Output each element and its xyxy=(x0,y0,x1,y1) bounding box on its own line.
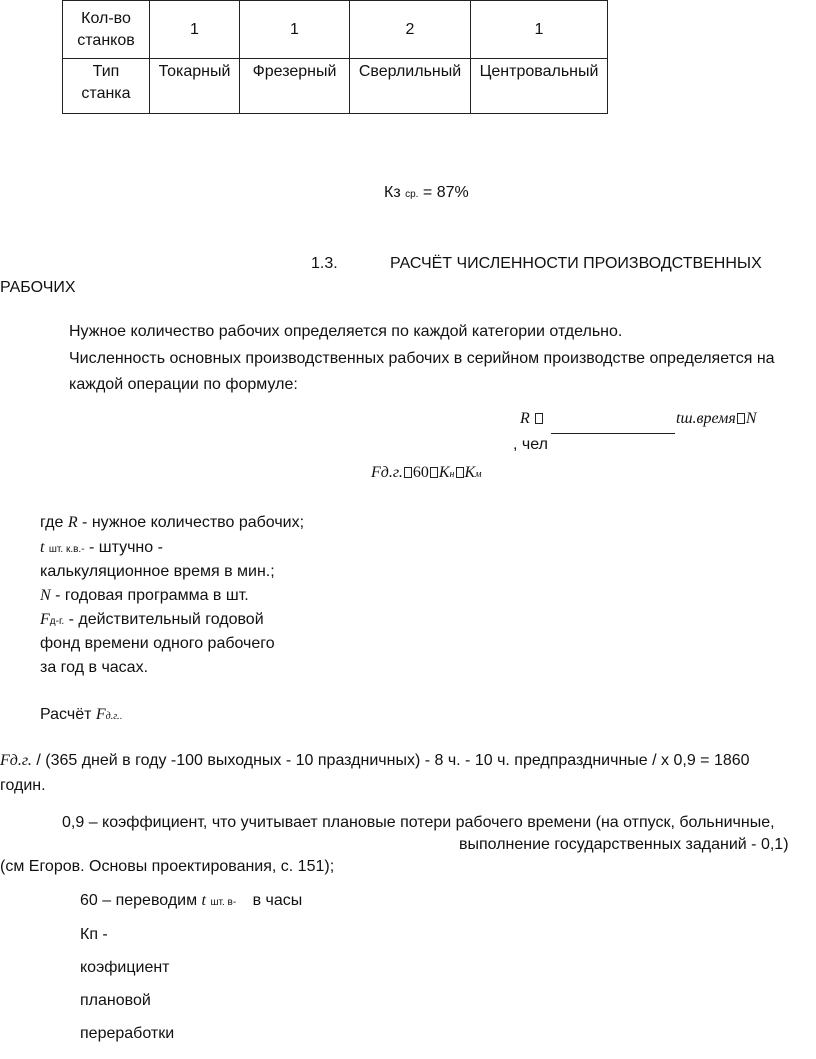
calc-equation xyxy=(0,752,750,770)
sixty-note-pre: 60 – переводим xyxy=(80,892,198,909)
kp-line-4: переработки xyxy=(80,1025,175,1042)
legend-line-5 xyxy=(40,611,264,629)
legend-r-text: - нужное количество рабочих; xyxy=(77,514,305,531)
formula-kn-sub: н xyxy=(449,469,455,480)
sixty-note-post: в часы xyxy=(252,892,303,909)
missing-glyph-icon xyxy=(456,467,464,478)
kp-line-2: коэфициент xyxy=(80,959,170,976)
formula-km: К xyxy=(464,464,476,481)
table-cell: Центровальный xyxy=(471,59,608,114)
legend-where: где xyxy=(40,514,64,531)
kp-line-3: плановой xyxy=(80,992,151,1009)
intro-line-3: каждой операции по формуле: xyxy=(69,376,298,393)
legend-line-2 xyxy=(40,539,163,557)
coef-line-2: выполнение государственных заданий - 0,1) xyxy=(459,836,789,853)
machines-table xyxy=(62,0,608,114)
legend-t-sub: шт. к.в.- xyxy=(48,544,85,555)
table-cell: 1 xyxy=(471,1,608,59)
formula-numerator xyxy=(676,410,757,428)
missing-glyph-icon xyxy=(430,467,438,478)
table-cell: Фрезерный xyxy=(240,59,350,114)
legend-line-3: калькуляционное время в мин.; xyxy=(40,563,275,580)
formula-km-sub: м xyxy=(475,469,482,480)
legend-line-1 xyxy=(40,514,304,532)
missing-glyph-icon xyxy=(404,467,412,478)
kz-label: Кз xyxy=(384,184,401,201)
table-row xyxy=(63,1,608,59)
legend-t: t xyxy=(40,539,45,556)
table-cell: Кол-во станков xyxy=(63,1,150,59)
table-row xyxy=(63,59,608,114)
calc-var: F xyxy=(95,706,106,723)
missing-glyph-icon xyxy=(535,413,543,424)
legend-n-text: - годовая программа в шт. xyxy=(50,587,249,604)
coef-line-3: (см Егоров. Основы проектирования, с. 151); xyxy=(0,858,335,875)
legend-line-4 xyxy=(40,587,249,605)
formula-unit: , чел xyxy=(513,436,548,453)
formula-numerator-row xyxy=(520,410,544,428)
calc-label xyxy=(40,706,122,724)
formula-fdg: Fд.г. xyxy=(371,464,403,481)
section-title: РАСЧЁТ ЧИСЛЕННОСТИ ПРОИЗВОДСТВЕННЫХ xyxy=(390,255,762,272)
table-cell: Сверлильный xyxy=(350,59,471,114)
legend-t-text: - штучно - xyxy=(84,539,163,556)
formula-denominator xyxy=(371,464,482,482)
section-number: 1.3. xyxy=(311,255,338,272)
legend-n: N xyxy=(40,587,51,604)
legend-f: F xyxy=(40,611,50,628)
kz-value: = 87% xyxy=(422,184,469,201)
table-cell: 1 xyxy=(240,1,350,59)
calc-dot: . xyxy=(119,711,123,722)
missing-glyph-icon xyxy=(737,413,745,424)
legend-f-text: - действительный годовой xyxy=(64,611,264,628)
kp-line-1: Кп - xyxy=(80,926,108,943)
sixty-note-sub: шт. в- xyxy=(210,897,237,908)
formula-r: R xyxy=(520,410,530,427)
fraction-line xyxy=(551,433,675,434)
calc-equation-cont: годин. xyxy=(0,777,46,794)
formula-kn: К xyxy=(438,464,450,481)
sixty-note xyxy=(80,892,302,910)
table-cell: Тип станка xyxy=(63,59,150,114)
table-cell: Токарный xyxy=(150,59,240,114)
legend-line-6: фонд времени одного рабочего xyxy=(40,635,275,652)
coef-line-1: 0,9 – коэффициент, что учитывает плановые потери рабочего времени (на отпуск, больничные, xyxy=(62,814,775,831)
kz-average xyxy=(384,184,469,202)
calc-eq-text: / (365 дней в году -100 выходных - 10 праздничных) - 8 ч. - 10 ч. предпраздничные / х 0,9 = 1860 xyxy=(31,752,750,769)
intro-line-2: Численность основных производственных рабочих в серийном производстве определяется на xyxy=(69,350,775,367)
calc-sub: д.г. xyxy=(105,711,120,722)
formula-sixty: 60 xyxy=(412,464,429,481)
intro-line-1: Нужное количество рабочих определяется по каждой категории отдельно. xyxy=(69,323,623,340)
section-title-cont: РАБОЧИХ xyxy=(0,279,76,296)
legend-r: R xyxy=(67,514,78,531)
kz-sub: ср. xyxy=(405,189,419,200)
table-cell: 1 xyxy=(150,1,240,59)
calc-label-text: Расчёт xyxy=(40,706,92,723)
sixty-note-var: t xyxy=(201,892,206,909)
legend-line-7: за год в часах. xyxy=(40,659,149,676)
formula-n: N xyxy=(745,410,757,427)
table-cell: 2 xyxy=(350,1,471,59)
legend-f-sub: д-г. xyxy=(49,616,65,627)
calc-eq-var: Fд.г. xyxy=(0,752,32,769)
formula-t: tш.время xyxy=(676,410,736,427)
